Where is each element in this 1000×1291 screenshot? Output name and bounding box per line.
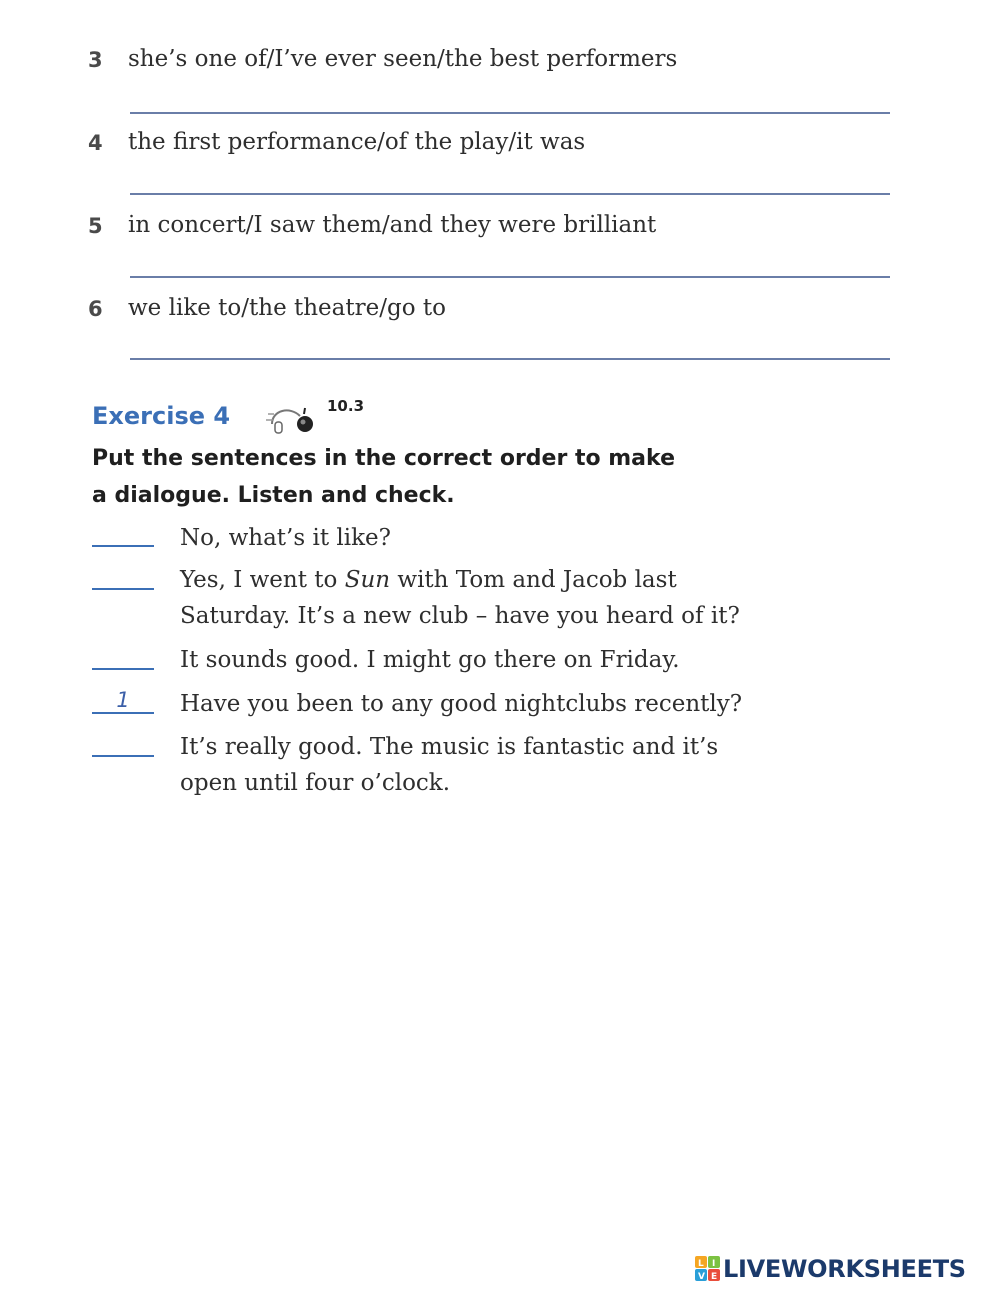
svg-text:E: E <box>711 1272 718 1282</box>
order-blank[interactable] <box>92 712 154 714</box>
instructions-line: a dialogue. Listen and check. <box>92 483 455 508</box>
dialogue-line: It sounds good. I might go there on Friday. <box>180 647 680 673</box>
dialogue-text <box>180 729 900 801</box>
audio-track-number: 10.3 <box>327 397 365 415</box>
dialogue-text-part: Yes, I went to <box>180 567 345 593</box>
headphones-icon[interactable] <box>262 402 322 442</box>
order-blank[interactable] <box>92 755 154 757</box>
svg-text:V: V <box>698 1272 705 1282</box>
question-text: the first performance/of the play/it was <box>128 129 586 155</box>
brand-name: LIVEWORKSHEETS <box>723 1255 966 1283</box>
question-text: in concert/I saw them/and they were brilliant <box>128 212 657 238</box>
dialogue-text <box>180 562 900 634</box>
order-blank[interactable] <box>92 545 154 547</box>
answer-line[interactable] <box>130 112 890 114</box>
svg-text:I: I <box>712 1259 716 1269</box>
order-blank[interactable] <box>92 668 154 670</box>
answer-line[interactable] <box>130 358 890 360</box>
svg-text:L: L <box>698 1259 704 1269</box>
answer-line[interactable] <box>130 193 890 195</box>
dialogue-text <box>180 520 900 556</box>
order-blank[interactable] <box>92 588 154 590</box>
question-text: we like to/the theatre/go to <box>128 295 446 321</box>
dialogue-text-part: with Tom and Jacob last <box>390 567 677 593</box>
answer-line[interactable] <box>130 276 890 278</box>
question-number: 4 <box>88 131 103 155</box>
liveworksheets-logo-icon <box>695 1256 721 1282</box>
dialogue-line: Saturday. It’s a new club – have you heard of it? <box>180 603 740 629</box>
dialogue-text <box>180 642 900 678</box>
dialogue-line: No, what’s it like? <box>180 525 391 551</box>
question-number: 3 <box>88 48 103 72</box>
dialogue-text <box>180 686 900 722</box>
question-number: 6 <box>88 297 103 321</box>
instructions-line: Put the sentences in the correct order to make <box>92 446 675 471</box>
question-text: she’s one of/I’ve ever seen/the best performers <box>128 46 678 72</box>
club-name: Sun <box>344 567 391 593</box>
exercise-instructions <box>92 440 852 514</box>
liveworksheets-branding <box>695 1252 966 1286</box>
order-answer[interactable]: 1 <box>116 688 130 712</box>
dialogue-line: open until four o’clock. <box>180 770 451 796</box>
exercise-title: Exercise 4 <box>92 402 231 430</box>
dialogue-line: Have you been to any good nightclubs recently? <box>180 691 743 717</box>
question-number: 5 <box>88 214 103 238</box>
dialogue-line <box>180 562 900 598</box>
dialogue-line: It’s really good. The music is fantastic and it’s <box>180 734 719 760</box>
